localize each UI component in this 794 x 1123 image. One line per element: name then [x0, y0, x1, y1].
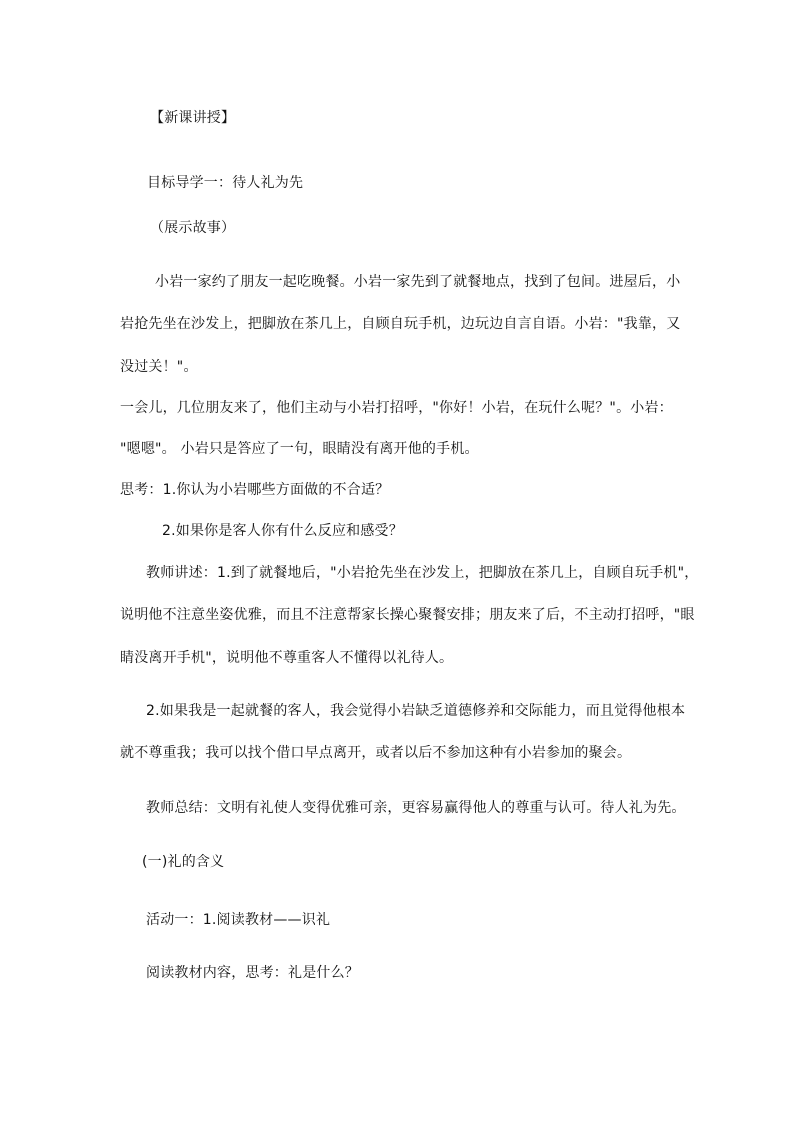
story-line: 一会儿，几位朋友来了，他们主动与小岩打招呼，"你好！小岩，在玩什么呢？"。小岩：: [120, 400, 673, 416]
answer-two-line: 就不尊重我；我可以找个借口早点离开，或者以后不参加这种有小岩参加的聚会。: [120, 745, 632, 761]
reading-prompt: 阅读教材内容，思考：礼是什么？: [146, 965, 359, 981]
section-heading: 【新课讲授】: [150, 110, 236, 126]
teacher-explain-line: 睛没离开手机"，说明他不尊重客人不懂得以礼待人。: [120, 650, 454, 666]
answer-two-line: 2.如果我是一起就餐的客人，我会觉得小岩缺乏道德修养和交际能力，而且觉得他根本: [146, 703, 686, 719]
story-line: "嗯嗯"。 小岩只是答应了一句，眼睛没有离开他的手机。: [120, 441, 479, 457]
thinking-question-2: 2.如果你是客人你有什么反应和感受？: [162, 523, 403, 539]
story-line: 岩抢先坐在沙发上，把脚放在茶几上，自顾自玩手机，边玩边自言自语。小岩："我靠，又: [120, 316, 681, 332]
goal-heading: 目标导学一：待人礼为先: [147, 175, 304, 191]
subsection-heading: (一)礼的含义: [142, 854, 225, 870]
story-line: 小岩一家约了朋友一起吃晚餐。小岩一家先到了就餐地点，找到了包间。进屋后，小: [155, 274, 681, 290]
show-story-label: （展示故事）: [150, 220, 236, 236]
teacher-explain-line: 说明他不注意坐姿优雅，而且不注意帮家长操心聚餐安排；朋友来了后，不主动打招呼，"眼: [120, 607, 695, 623]
teacher-summary: 教师总结：文明有礼使人变得优雅可亲，更容易赢得他人的尊重与认可。待人礼为先。: [146, 800, 686, 816]
teacher-explain-line: 教师讲述：1.到了就餐地后，"小岩抢先坐在沙发上，把脚放在茶几上，自顾自玩手机"，: [146, 565, 699, 581]
activity-heading: 活动一：1.阅读教材——识礼: [146, 912, 331, 928]
thinking-question-1: 思考：1.你认为小岩哪些方面做的不合适？: [120, 482, 390, 498]
story-line: 没过关！"。: [120, 359, 198, 375]
